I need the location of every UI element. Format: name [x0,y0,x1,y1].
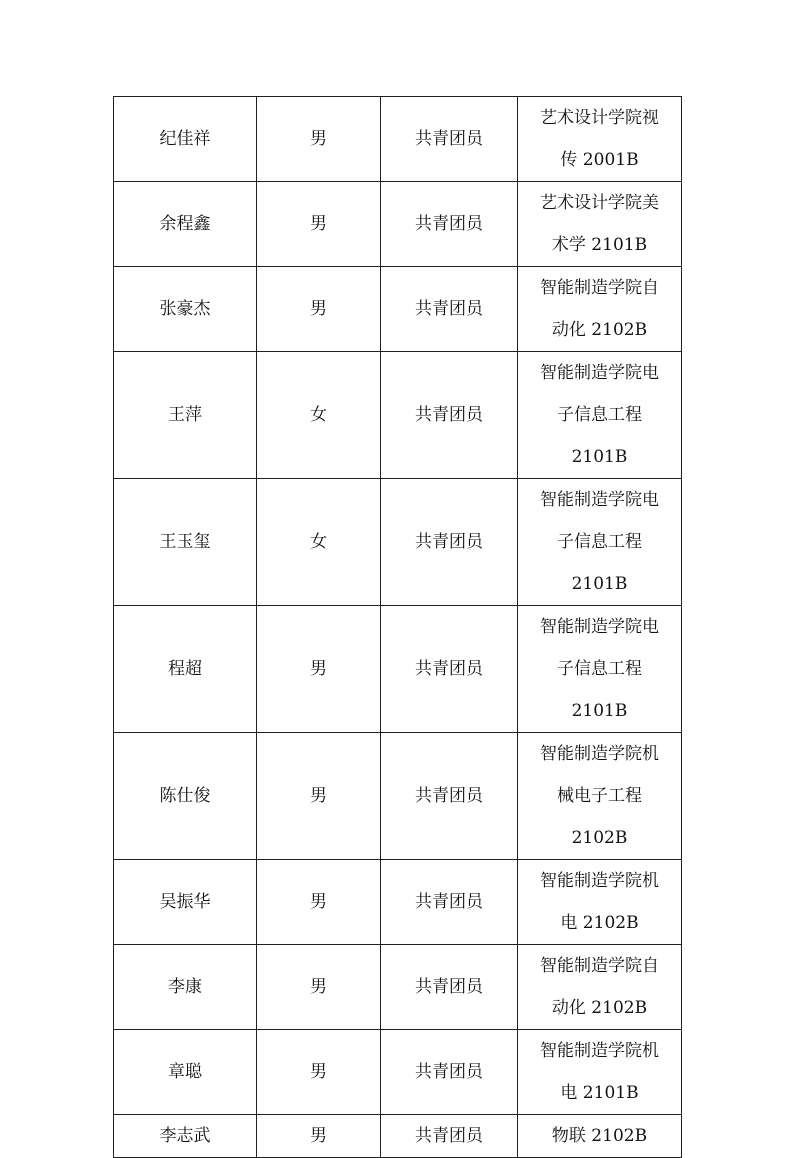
class-cell [518,267,682,352]
table-row [114,945,682,1030]
gender-cell: 男 [257,945,381,1030]
class-cell [518,1030,682,1115]
table-row [114,606,682,733]
table-row [114,860,682,945]
table-row [114,267,682,352]
class-line: 智能制造学院电 [540,490,659,510]
political-status-cell: 共青团员 [381,733,518,860]
gender-cell: 男 [257,267,381,352]
gender-cell: 男 [257,1030,381,1115]
table-row [114,97,682,182]
name-cell: 吴振华 [114,860,257,945]
political-status-cell: 共青团员 [381,1115,518,1158]
class-line: 子信息工程 2101B [557,405,642,467]
gender-cell: 女 [257,479,381,606]
class-line: 子信息工程 2101B [557,659,642,721]
gender-cell: 男 [257,182,381,267]
political-status-cell: 共青团员 [381,97,518,182]
gender-cell: 男 [257,606,381,733]
name-cell: 余程鑫 [114,182,257,267]
class-line: 智能制造学院电 [540,617,659,637]
class-cell [518,733,682,860]
class-line: 智能制造学院自 [540,956,659,976]
political-status-cell: 共青团员 [381,860,518,945]
class-line: 子信息工程 2101B [557,532,642,594]
class-line: 智能制造学院机 [540,744,659,764]
name-cell: 李志武 [114,1115,257,1158]
class-line: 物联 2102B [551,1126,648,1146]
class-line: 智能制造学院机 [540,1041,659,1061]
class-line: 动化 2102B [551,998,648,1018]
class-line: 动化 2102B [551,320,648,340]
name-cell: 陈仕俊 [114,733,257,860]
political-status-cell: 共青团员 [381,1030,518,1115]
political-status-cell: 共青团员 [381,606,518,733]
gender-cell: 男 [257,733,381,860]
class-line: 智能制造学院电 [540,363,659,383]
class-line: 艺术设计学院视 [540,108,659,128]
class-line: 智能制造学院机 [540,871,659,891]
class-line: 艺术设计学院美 [540,193,659,213]
gender-cell: 男 [257,97,381,182]
name-cell: 王萍 [114,352,257,479]
class-line: 电 2101B [560,1083,639,1103]
table-row [114,182,682,267]
gender-cell: 男 [257,1115,381,1158]
class-cell [518,1115,682,1158]
class-cell [518,945,682,1030]
gender-cell: 男 [257,860,381,945]
name-cell: 王玉玺 [114,479,257,606]
class-line: 电 2102B [560,913,639,933]
table-row [114,1115,682,1158]
political-status-cell: 共青团员 [381,182,518,267]
table-row [114,1030,682,1115]
class-cell [518,606,682,733]
class-cell [518,860,682,945]
class-line: 术学 2101B [551,235,648,255]
table-row [114,479,682,606]
name-cell: 张豪杰 [114,267,257,352]
political-status-cell: 共青团员 [381,945,518,1030]
member-table [113,96,682,1158]
class-cell [518,97,682,182]
class-cell [518,479,682,606]
class-cell [518,352,682,479]
gender-cell: 女 [257,352,381,479]
table-row [114,733,682,860]
name-cell: 章聪 [114,1030,257,1115]
class-line: 传 2001B [560,150,639,170]
member-table-body [114,97,682,1158]
class-line: 智能制造学院自 [540,278,659,298]
political-status-cell: 共青团员 [381,352,518,479]
table-row [114,352,682,479]
political-status-cell: 共青团员 [381,267,518,352]
class-line: 械电子工程 [557,786,642,806]
name-cell: 程超 [114,606,257,733]
class-cell [518,182,682,267]
political-status-cell: 共青团员 [381,479,518,606]
name-cell: 李康 [114,945,257,1030]
name-cell: 纪佳祥 [114,97,257,182]
class-line: 2102B [571,828,628,848]
